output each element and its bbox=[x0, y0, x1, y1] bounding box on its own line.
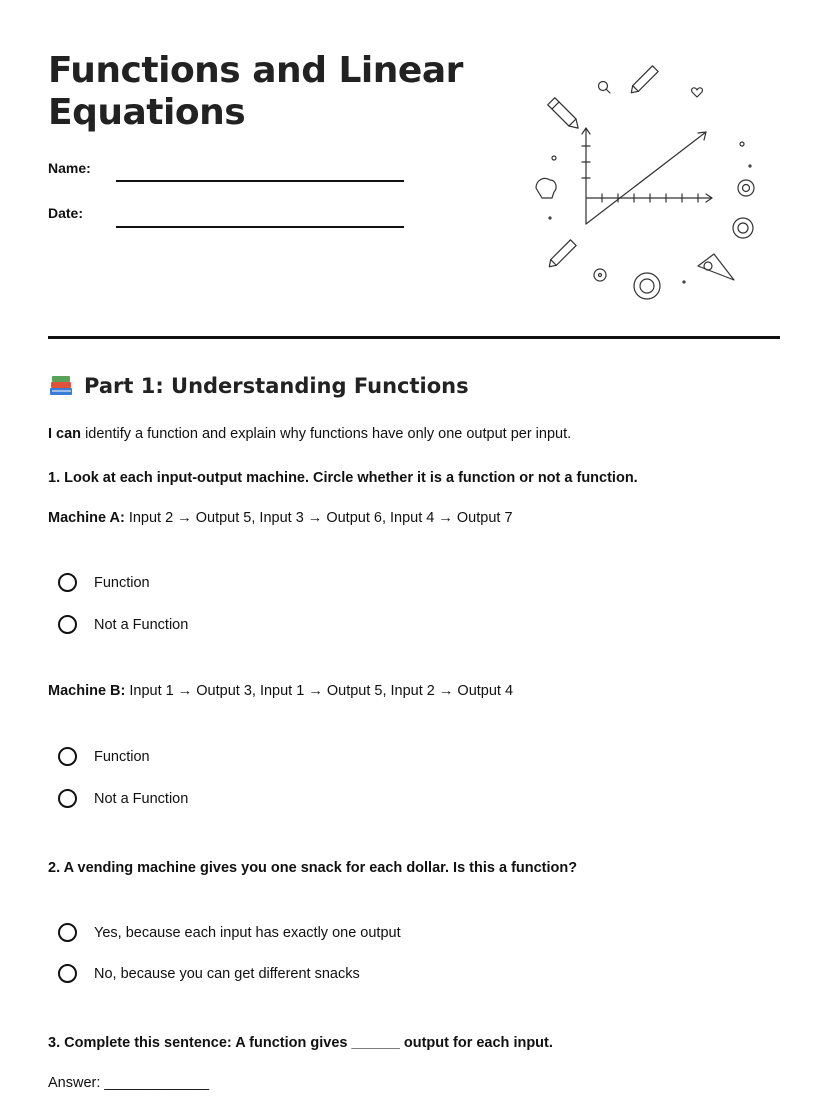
worksheet-title: Functions and Linear Equations bbox=[48, 50, 463, 133]
machine-a-text: Input 2 → Output 5, Input 3 → Output 6, Input 4 → Output 7 bbox=[124, 510, 513, 526]
option-label: Function bbox=[94, 748, 150, 765]
brain-icon bbox=[536, 178, 556, 198]
heart-icon bbox=[692, 88, 703, 97]
gear-icon bbox=[733, 218, 753, 238]
machine-b-label: Machine B: bbox=[48, 683, 126, 699]
pencil-icon bbox=[548, 98, 582, 132]
learning-goal-text: identify a function and explain why functions have only one output per input. bbox=[81, 426, 572, 442]
name-line[interactable] bbox=[116, 180, 404, 182]
machine-b-description bbox=[48, 681, 513, 701]
search-icon bbox=[599, 82, 611, 94]
graph-icon bbox=[582, 128, 712, 224]
learning-goal bbox=[48, 424, 571, 444]
question-3-prompt: 3. Complete this sentence: A function gives ______ output for each input. bbox=[48, 1035, 553, 1051]
option-label: Yes, because each input has exactly one output bbox=[94, 924, 401, 941]
name-label: Name: bbox=[48, 160, 91, 176]
machine-b-option-not-function[interactable] bbox=[58, 789, 188, 808]
question-2-prompt: 2. A vending machine gives you one snack for each dollar. Is this a function? bbox=[48, 860, 578, 876]
q2-option-yes[interactable] bbox=[58, 923, 401, 942]
machine-a-label: Machine A: bbox=[48, 510, 125, 526]
option-label: Not a Function bbox=[94, 616, 189, 633]
radio-circle[interactable] bbox=[58, 923, 77, 942]
math-doodle-illustration bbox=[528, 58, 768, 308]
i-can-label: I can bbox=[48, 426, 82, 442]
option-label: No, because you can get different snacks bbox=[94, 965, 360, 982]
radio-circle[interactable] bbox=[58, 747, 77, 766]
date-line[interactable] bbox=[116, 226, 404, 228]
part1-heading bbox=[48, 374, 469, 398]
date-label: Date: bbox=[48, 205, 84, 221]
target-icon bbox=[594, 269, 606, 281]
machine-a-option-not-function[interactable] bbox=[58, 615, 188, 634]
ruler-triangle-icon bbox=[698, 254, 734, 280]
machine-b-text: Input 1 → Output 3, Input 1 → Output 5, Input 2 → Output 4 bbox=[125, 683, 514, 699]
q2-option-no[interactable] bbox=[58, 964, 360, 983]
books-icon bbox=[48, 374, 74, 398]
gear-icon bbox=[634, 273, 660, 299]
machine-a-option-function[interactable] bbox=[58, 573, 150, 592]
option-label: Function bbox=[94, 574, 150, 591]
option-label: Not a Function bbox=[94, 790, 189, 807]
machine-b-option-function[interactable] bbox=[58, 747, 150, 766]
radio-circle[interactable] bbox=[58, 615, 77, 634]
pencil-icon bbox=[546, 240, 576, 270]
section-divider bbox=[48, 336, 780, 339]
radio-circle[interactable] bbox=[58, 573, 77, 592]
part1-title: Part 1: Understanding Functions bbox=[84, 374, 469, 398]
machine-a-description bbox=[48, 508, 513, 528]
gear-icon bbox=[738, 180, 754, 196]
radio-circle[interactable] bbox=[58, 964, 77, 983]
answer-line[interactable]: Answer: _____________ bbox=[48, 1075, 210, 1091]
question-1-prompt: 1. Look at each input-output machine. Circle whether it is a function or not a function. bbox=[48, 470, 638, 486]
pencil-icon bbox=[628, 66, 658, 96]
radio-circle[interactable] bbox=[58, 789, 77, 808]
